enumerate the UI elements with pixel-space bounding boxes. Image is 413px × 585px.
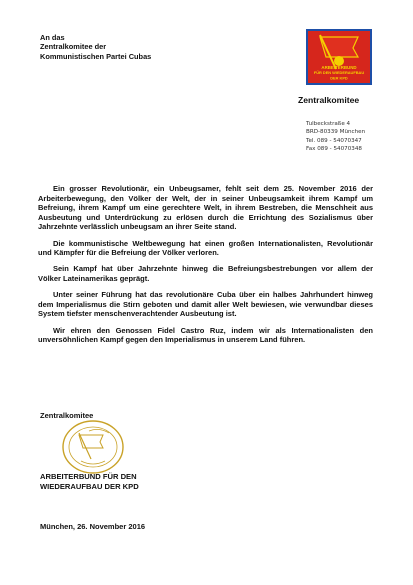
sender-fax: Fax 089 - 54070348 <box>306 146 362 153</box>
sender-address <box>306 120 365 154</box>
logo-text-line-2: FÜR DEN WIEDERAUFBAU <box>313 70 365 76</box>
paragraph-4: Unter seiner Führung hat das revolutionäre Cuba über ein halbes Jahrhundert hinweg dem Imperialismus die Stirn geboten und damit aller Welt bewiesen, wie verwundbar dieses System tiefster menschenverachtender Ausbeutung ist. <box>38 290 373 319</box>
paragraph-1: Ein grosser Revolutionär, ein Unbeugsamer, fehlt seit dem 25. November 2016 der Arbeiterbewegung, den Völker der Welt, der in seiner Unbeugsamkeit ihrem Kampf um Befreiung, ihrem Kampf um eine gerechtere Welt, in ihrem Bestreben, die Menschheit aus Ausbeutung und Unterdrückung zu erlösen durch die Errichtung des Sozialismus über Jahrzehnte verlässlich unbeugsam an ihrer Seite stand. <box>38 184 373 232</box>
signature-org-line-1: ARBEITERBUND FÜR DEN <box>40 472 137 481</box>
sender-city: BRD-80339 München <box>306 129 366 136</box>
paragraph-5: Wir ehren den Genossen Fidel Castro Ruz, indem wir als Internationalisten den unversöhnlichen Kampf gegen den Imperialismus in unserem Land führen. <box>38 325 373 345</box>
letter-body <box>38 184 373 351</box>
signature-org-line-2: WIEDERAUFBAU DER KPD <box>40 481 139 491</box>
letter-date: München, 26. November 2016 <box>40 522 146 531</box>
logo-text-line-3: DER KPD <box>330 75 348 81</box>
party-logo <box>306 29 372 85</box>
recipient-line-3: Kommunistischen Partei Cubas <box>40 51 152 61</box>
closing-greeting: Zentralkomitee <box>40 411 94 420</box>
recipient-address <box>40 33 151 61</box>
paragraph-3: Sein Kampf hat über Jahrzehnte hinweg die Befreiungsbestrebungen vor allem der Völker Lateinamerikas geprägt. <box>38 264 373 283</box>
paragraph-2: Die kommunistische Weltbewegung hat einen großen Internationalisten, Revolutionär und Kämpfer für die Befreiung der Völker verloren. <box>38 238 373 258</box>
sender-street: Tulbeckstraße 4 <box>306 121 351 127</box>
sender-phone: Tel. 089 - 54070347 <box>306 137 362 144</box>
signature-block <box>40 472 139 492</box>
recipient-line-2: Zentralkomitee der <box>40 42 107 52</box>
recipient-line-1: An das <box>40 33 65 42</box>
sender-org-title: Zentralkomitee <box>298 95 360 105</box>
logo-text-line-1: ARBEITERBUND <box>321 65 357 70</box>
seal-stamp <box>59 417 127 477</box>
